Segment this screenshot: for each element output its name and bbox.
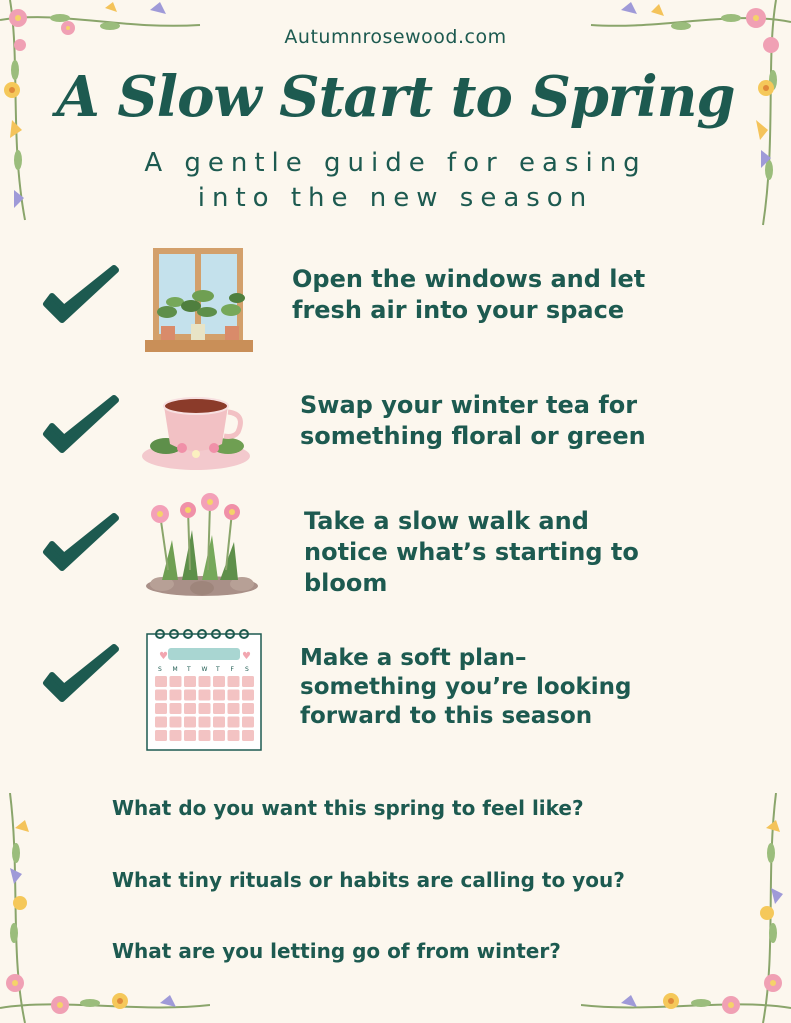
checklist-item-2-line-1: Swap your winter tea for [300,391,638,419]
calendar-cell [170,703,182,714]
calendar-cell [184,730,196,741]
floral-corner-bottom-left [0,793,210,1023]
calendar-cell [155,676,167,687]
calendar-cell [228,730,240,741]
calendar-cell [213,690,225,701]
reflection-question-1: What do you want this spring to feel like? [112,796,584,820]
calendar-cell [170,730,182,741]
checklist-item-3-line-3: bloom [304,569,388,597]
calendar-cell [242,676,254,687]
calendar-cell [170,676,182,687]
calendar-day-letter: T [187,666,191,673]
calendar-cell [213,730,225,741]
reflection-question-3: What are you letting go of from winter? [112,939,561,963]
calendar-cell [199,690,211,701]
calendar-cell [213,717,225,728]
calendar-day-letter: W [201,666,208,673]
checklist-item-1 [292,264,645,326]
checklist-item-4-line-3: forward to this season [300,703,593,729]
calendar-cell [199,730,211,741]
calendar-day-letter: M [172,666,178,673]
checklist-item-4-line-1: Make a soft plan– [300,645,527,671]
calendar-cell [228,676,240,687]
site-url: Autumnrosewood.com [284,26,507,48]
checklist-item-4-line-2: something you’re looking [300,674,632,700]
calendar-cell [170,690,182,701]
calendar-cell [155,690,167,701]
calendar-day-letter: S [158,666,162,673]
calendar-cell [184,676,196,687]
svg-text:♥: ♥ [159,651,168,662]
checklist-item-3 [304,506,639,599]
calendar-cell [184,690,196,701]
page-title: A Slow Start to Spring [56,64,735,130]
calendar-cell [184,703,196,714]
blooming-flowers-icon [142,490,262,600]
calendar-cell [155,703,167,714]
floral-corner-bottom-right [581,793,791,1023]
calendar-cell [184,717,196,728]
calendar-day-letter: T [216,666,220,673]
calendar-cell [213,676,225,687]
window-plants-icon [145,246,255,354]
calendar-cell [228,717,240,728]
calendar-cell [170,717,182,728]
calendar-cell [199,717,211,728]
checkmark-icon [40,264,120,332]
checklist-item-2-line-2: something floral or green [300,422,646,450]
checklist-item-1-line-1: Open the windows and let [292,265,646,293]
calendar-cell [155,717,167,728]
svg-text:♥: ♥ [242,651,251,662]
subtitle-line-2: into the new season [197,183,594,213]
checklist-item-4 [300,644,632,731]
checklist-item-2 [300,390,646,452]
checklist-item-3-line-2: notice what’s starting to [304,538,639,566]
checklist-item-3-line-1: Take a slow walk and [304,507,589,535]
calendar-cell [155,730,167,741]
calendar-cell [199,703,211,714]
checkmark-icon [40,394,120,462]
calendar-cell [242,730,254,741]
calendar-cell [228,703,240,714]
calendar-icon [146,628,262,752]
checkmark-icon [40,512,120,580]
checklist-item-1-line-2: fresh air into your space [292,296,625,324]
calendar-cell [242,690,254,701]
calendar-day-letter: S [245,666,249,673]
calendar-cell [228,690,240,701]
checkmark-icon [40,643,120,711]
calendar-cell [242,717,254,728]
calendar-day-letter: F [230,666,234,673]
tea-cup-icon [138,392,256,474]
calendar-cell [213,703,225,714]
calendar-cell [199,676,211,687]
reflection-question-2: What tiny rituals or habits are calling to you? [112,868,625,892]
calendar-cell [242,703,254,714]
subtitle-line-1: A gentle guide for easing [144,148,647,178]
